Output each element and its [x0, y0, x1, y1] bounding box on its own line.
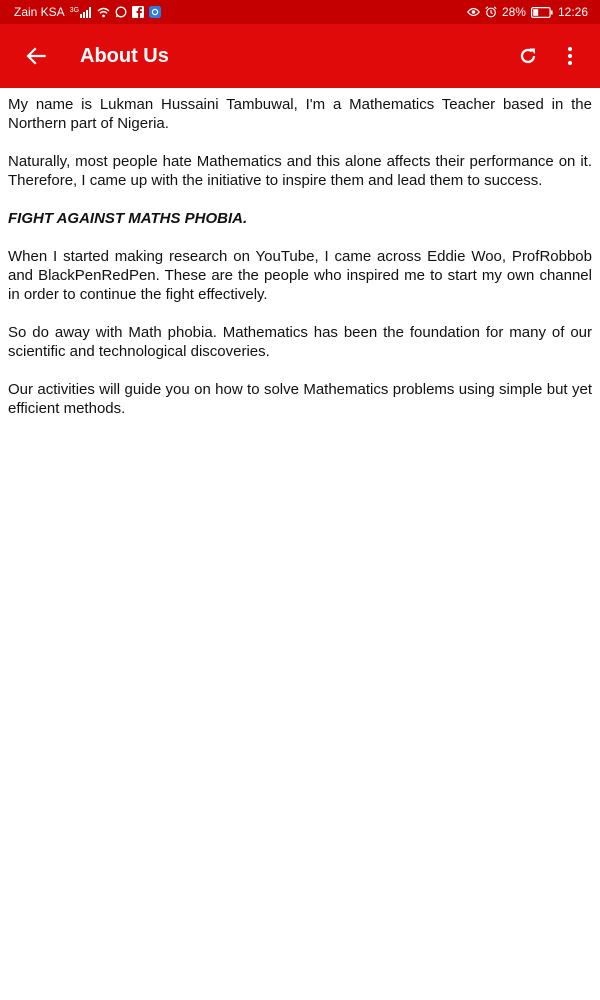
- network-type-label: 3G: [69, 6, 80, 14]
- refresh-button[interactable]: [512, 40, 544, 72]
- refresh-icon: [518, 46, 538, 66]
- motivation-paragraph: Naturally, most people hate Mathematics and this alone affects their performance on it. Therefore, I came up with the initiative to inspire them and lead them to success.: [8, 153, 592, 189]
- about-content: [8, 95, 592, 437]
- activities-paragraph: Our activities will guide you on how to solve Mathematics problems using simple but yet efficient methods.: [8, 381, 592, 417]
- page-title: About Us: [80, 44, 169, 67]
- inspiration-paragraph: When I started making research on YouTube, I came across Eddie Woo, ProfRobbob and BlackPenRedPen. These are the people who inspired me to start my own channel in order to continue the fight effectively.: [8, 248, 592, 303]
- more-options-button[interactable]: [554, 40, 586, 72]
- back-button[interactable]: [22, 42, 50, 70]
- facebook-icon: [132, 6, 144, 18]
- eye-icon: [467, 7, 480, 17]
- phobia-paragraph: So do away with Math phobia. Mathematics has been the foundation for many of our scientific and technological discoveries.: [8, 324, 592, 360]
- wifi-icon: [97, 7, 110, 18]
- status-bar-right: [467, 5, 588, 19]
- clock: 12:26: [557, 5, 588, 19]
- intro-paragraph: My name is Lukman Hussaini Tambuwal, I'm a Mathematics Teacher based in the Northern part of Nigeria.: [8, 96, 592, 132]
- status-bar-left: [14, 5, 161, 19]
- app-bar: [0, 24, 600, 88]
- status-bar: [0, 0, 600, 24]
- battery-icon: [531, 7, 553, 18]
- battery-percent: 28%: [501, 5, 526, 19]
- arrow-left-icon: [26, 47, 46, 65]
- section-heading: FIGHT AGAINST MATHS PHOBIA.: [8, 210, 248, 227]
- alarm-icon: [485, 6, 497, 18]
- app-notification-icon: [149, 6, 161, 18]
- carrier-label: Zain KSA: [14, 5, 65, 19]
- whatsapp-icon: [115, 6, 127, 18]
- signal-icon: [70, 7, 92, 18]
- more-vert-icon: [567, 46, 573, 66]
